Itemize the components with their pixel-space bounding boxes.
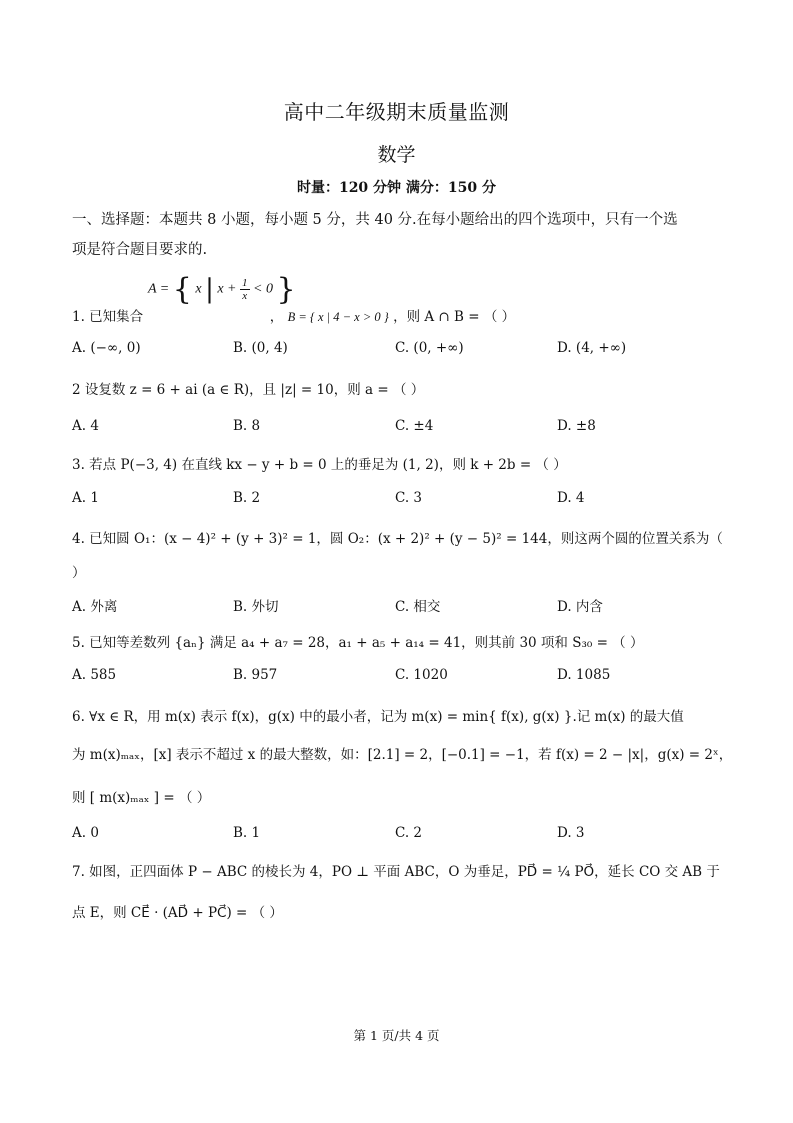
q1-option-c[interactable]: C. (0, +∞) [395,340,464,356]
q4-options [72,595,732,615]
q1-set-a: A = { x | x + $\frac{1}{x}$ < 0 } [148,272,296,307]
q6-option-a[interactable]: A. 0 [72,825,99,841]
q7-stem-line1: 7. 如图，正四面体 P − ABC 的棱长为 4，PO ⊥ 平面 ABC，O 为垂足，PD⃗ = ¼ PO⃗，延长 CO 交 AB 于 [72,864,720,880]
q6-options [72,825,732,845]
q5-option-b[interactable]: B. 957 [233,667,278,683]
q2-option-d[interactable]: D. ±8 [557,418,596,434]
q4-option-b[interactable]: B. 外切 [233,599,279,615]
q6-stem-line3: 则 [ m(x)ₘₐₓ ] = （ ） [72,790,211,806]
q6-stem-line1: 6. ∀x ∈ R，用 m(x) 表示 f(x)，g(x) 中的最小者，记为 m(x) = min{ f(x), g(x) }.记 m(x) 的最大值 [72,709,684,725]
q2-option-a[interactable]: A. 4 [72,418,99,434]
q1-option-b[interactable]: B. (0, 4) [233,340,288,356]
exam-subject: 数学 [377,144,416,166]
q2-options [72,418,732,438]
q2-option-c[interactable]: C. ±4 [395,418,434,434]
q5-option-c[interactable]: C. 1020 [395,667,448,683]
exam-title: 高中二年级期末质量监测 [283,100,510,124]
q3-option-d[interactable]: D. 4 [557,490,585,506]
q4-stem-line1: 4. 已知圆 O₁：(x − 4)² + (y + 3)² = 1，圆 O₂：(x + 2)² + (y − 5)² = 144，则这两个圆的位置关系为（ [72,531,723,547]
q4-option-d[interactable]: D. 内含 [557,599,603,615]
q1-set-b: B = { x | 4 − x > 0 } [287,310,389,324]
q7-stem-line2: 点 E，则 CE⃗ · (AD⃗ + PC⃗) = （ ） [72,905,283,921]
section-heading [72,205,724,265]
q3-option-c[interactable]: C. 3 [395,490,423,506]
q4-option-c[interactable]: C. 相交 [395,599,441,615]
q6-option-d[interactable]: D. 3 [557,825,585,841]
q6-option-b[interactable]: B. 1 [233,825,261,841]
q3-stem: 3. 若点 P(−3, 4) 在直线 kx − y + b = 0 上的垂足为 (1, 2)，则 k + 2b = （ ） [72,457,567,473]
q6-option-c[interactable]: C. 2 [395,825,423,841]
q5-option-d[interactable]: D. 1085 [557,667,611,683]
q3-option-b[interactable]: B. 2 [233,490,261,506]
section-heading-line2: 项是符合题目要求的. [72,242,208,258]
q2-stem: 2 设复数 z = 6 + ai (a ∈ R)，且 |z| = 10，则 a = （ ） [72,382,425,398]
q5-option-a[interactable]: A. 585 [72,667,117,683]
q2-option-b[interactable]: B. 8 [233,418,261,434]
q1-option-a[interactable]: A. (−∞, 0) [72,340,141,356]
q3-option-a[interactable]: A. 1 [72,490,99,506]
time-score-info: 时量：120 分钟 满分：150 分 [296,180,497,196]
q1-option-d[interactable]: D. (4, +∞) [557,340,627,356]
q4-option-a[interactable]: A. 外离 [72,599,118,615]
q1-options [72,340,732,360]
page-footer: 第 1 页/共 4 页 [353,1028,440,1043]
q4-stem-line2: ） [72,565,86,581]
q6-stem-line2: 为 m(x)ₘₐₓ，[x] 表示不超过 x 的最大整数，如：[2.1] = 2，[−0.1] = −1，若 f(x) = 2 − |x|，g(x) = 2ˣ， [72,747,733,763]
section-heading-line1: 一、选择题：本题共 8 小题，每小题 5 分，共 40 分.在每小题给出的四个选项中，只有一个选 [72,212,678,228]
q5-stem: 5. 已知等差数列 {aₙ} 满足 a₄ + a₇ = 28，a₁ + a₅ + a₁₄ = 41，则其前 30 项和 S₃₀ = （ ） [72,635,644,651]
q1-stem: 1. 已知集合 ， B = { x | 4 − x > 0 } ，则 A ∩ B = （ ） [72,309,516,325]
q3-options [72,490,732,510]
q5-options [72,667,732,687]
